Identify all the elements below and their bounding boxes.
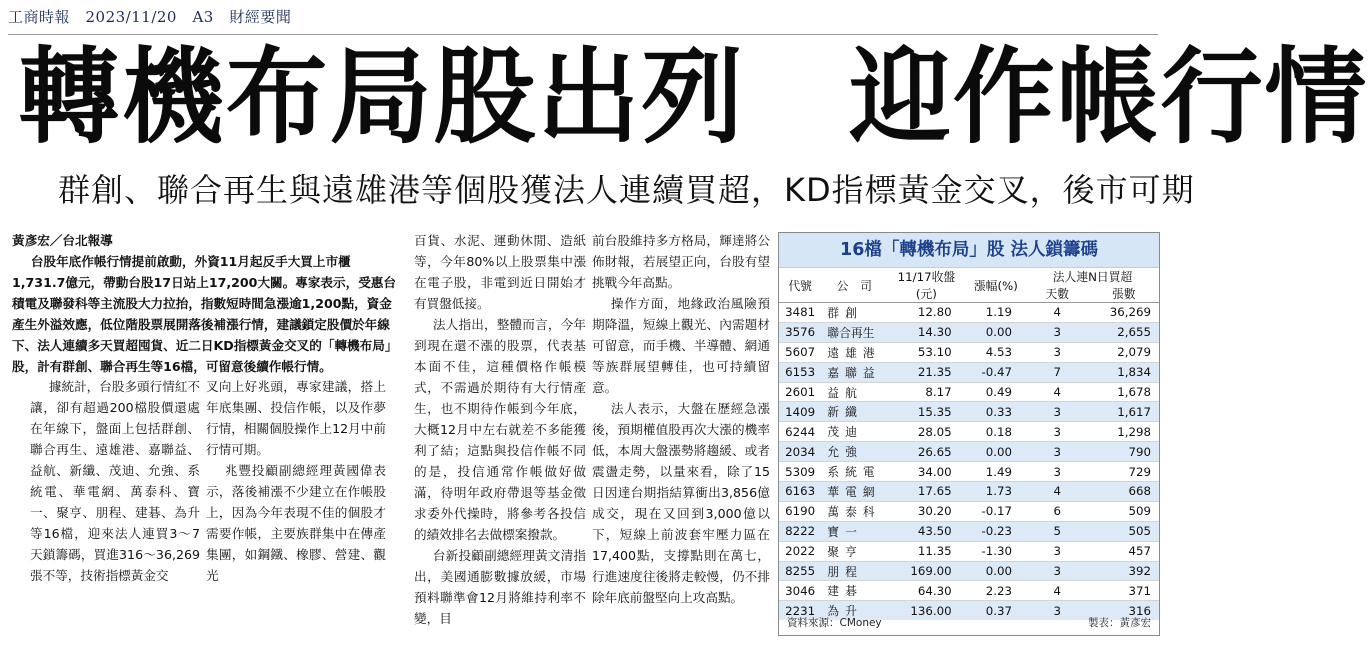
cell-price: 26.65 <box>887 442 966 462</box>
headline: 轉機布局股出列 迎作帳行情 <box>18 36 1368 158</box>
cell-name: 朋程 <box>821 561 887 581</box>
table-row <box>779 382 1159 402</box>
cell-change: 0.00 <box>966 442 1026 462</box>
cell-change: 0.33 <box>966 402 1026 422</box>
article-column-1 <box>30 376 201 583</box>
cell-volume: 1,678 <box>1088 382 1159 402</box>
cell-name: 為升 <box>821 601 887 620</box>
cell-code: 2022 <box>779 541 821 561</box>
cell-days: 6 <box>1026 501 1088 521</box>
article-column-4 <box>592 230 770 605</box>
header-code: 代號 <box>779 268 821 303</box>
header-price: 11/17收盤(元) <box>887 268 966 303</box>
table-row <box>779 501 1159 521</box>
cell-volume: 729 <box>1088 462 1159 482</box>
cell-name: 允強 <box>821 442 887 462</box>
cell-volume: 2,079 <box>1088 342 1159 362</box>
cell-code: 3576 <box>779 322 821 342</box>
cell-price: 34.00 <box>887 462 966 482</box>
cell-days: 4 <box>1026 382 1088 402</box>
table-row <box>779 442 1159 462</box>
stock-table-panel <box>778 232 1160 636</box>
cell-volume: 36,269 <box>1088 303 1159 323</box>
cell-name: 萬泰科 <box>821 501 887 521</box>
masthead-text: 工商時報 2023/11/20 A3 財經要聞 <box>8 8 292 26</box>
masthead <box>8 6 291 32</box>
cell-days: 5 <box>1026 521 1088 541</box>
article-paragraph: 台新投顧副總經理黃文清指出，美國通膨數據放緩，市場預料聯準會12月將維持利率不變，目 <box>414 548 586 626</box>
table-row <box>779 521 1159 541</box>
header-change: 漲幅(%) <box>966 268 1026 303</box>
cell-price: 14.30 <box>887 322 966 342</box>
cell-change: 0.37 <box>966 601 1026 620</box>
subhead: 群創、聯合再生與遠雄港等個股獲法人連續買超，KD指標黃金交叉，後市可期 <box>58 171 1195 209</box>
header-group: 法人連N日買超 <box>1052 270 1133 284</box>
cell-code: 8255 <box>779 561 821 581</box>
masthead-rule <box>8 34 1158 35</box>
cell-price: 17.65 <box>887 482 966 502</box>
cell-name: 華電網 <box>821 482 887 502</box>
cell-code: 2231 <box>779 601 821 620</box>
cell-days: 4 <box>1026 581 1088 601</box>
cell-days: 7 <box>1026 362 1088 382</box>
table-row <box>779 303 1159 323</box>
cell-price: 43.50 <box>887 521 966 541</box>
cell-price: 30.20 <box>887 501 966 521</box>
table-credit: 製表：黃彥宏 <box>1088 617 1151 629</box>
cell-code: 2601 <box>779 382 821 402</box>
header-volume: 張數 <box>1088 285 1159 303</box>
cell-change: 1.73 <box>966 482 1026 502</box>
cell-volume: 1,298 <box>1088 422 1159 442</box>
table-row <box>779 422 1159 442</box>
cell-change: -1.30 <box>966 541 1026 561</box>
cell-code: 6153 <box>779 362 821 382</box>
table-source: 資料來源：CMoney <box>787 617 882 629</box>
table-row <box>779 462 1159 482</box>
table-row <box>779 362 1159 382</box>
cell-days: 3 <box>1026 342 1088 362</box>
cell-change: 1.49 <box>966 462 1026 482</box>
cell-days: 3 <box>1026 462 1088 482</box>
article-column-2 <box>206 376 386 583</box>
table-row <box>779 342 1159 362</box>
cell-days: 3 <box>1026 422 1088 442</box>
cell-volume: 790 <box>1088 442 1159 462</box>
cell-change: -0.47 <box>966 362 1026 382</box>
cell-name: 系統電 <box>821 462 887 482</box>
article-paragraph: 操作方面，地緣政治風險預期降溫，短線上觀光、內需題材可留意，而手機、半導體、網通等族群展望轉佳，也可持續留意。 <box>592 296 770 395</box>
cell-code: 2034 <box>779 442 821 462</box>
cell-days: 3 <box>1026 402 1088 422</box>
table-body <box>779 303 1159 621</box>
cell-volume: 392 <box>1088 561 1159 581</box>
header-days: 天數 <box>1026 285 1088 303</box>
cell-change: 0.00 <box>966 561 1026 581</box>
article-paragraph: 據統計，台股多頭行情紅不讓，卻有超過200檔股價還處在年線下，盤面上包括群創、聯合再生、遠雄港、嘉聯益、益航、新纖、茂迪、允強、系統電、華電網、萬泰科、寶一、聚亨、朋程、建碁、為升等16檔，迎來法人連買3～7天鎖籌碼，買進316～36,269張不等，技術指標黃金交 <box>30 379 201 583</box>
cell-code: 3046 <box>779 581 821 601</box>
cell-price: 64.30 <box>887 581 966 601</box>
cell-code: 6163 <box>779 482 821 502</box>
cell-volume: 505 <box>1088 521 1159 541</box>
cell-volume: 668 <box>1088 482 1159 502</box>
article-paragraph: 兆豐投顧副總經理黃國偉表示，落後補漲不少建立在作帳股上，因為今年表現不佳的個股才需要作帳，主要族群集中在傳產集團，如鋼鐵、橡膠、營建、觀光 <box>206 463 386 583</box>
article-paragraph: 法人指出，整體而言，今年到現在還不漲的股票，代表基本面不佳，這種價格作帳模式，不需過於期待有大行情產生，也不期待作帳到今年底，大概12月中左右就差不多能獲利了結；這點與投信作帳不同的是，投信通常作帳做好做滿，待明年政府帶退等基金徵求委外代操時，將參考各投信的績效排名去做標案撥款。 <box>414 317 586 542</box>
byline: 黃彥宏／台北報導 <box>12 233 113 248</box>
cell-price: 28.05 <box>887 422 966 442</box>
cell-code: 5607 <box>779 342 821 362</box>
cell-name: 益航 <box>821 382 887 402</box>
cell-name: 遠雄港 <box>821 342 887 362</box>
cell-code: 1409 <box>779 402 821 422</box>
table-title: 16檔「轉機布局」股 法人鎖籌碼 <box>779 233 1159 268</box>
cell-code: 6244 <box>779 422 821 442</box>
cell-price: 15.35 <box>887 402 966 422</box>
cell-code: 8222 <box>779 521 821 541</box>
article-paragraph: 叉向上好兆頭，專家建議，搭上年底集團、投信作帳，以及作夢行情，相關個股操作上12月中前行情可期。 <box>206 379 386 457</box>
cell-name: 聯合再生 <box>821 322 887 342</box>
cell-days: 3 <box>1026 322 1088 342</box>
article-paragraph: 法人表示，大盤在歷經急漲後，預期權值股再次大漲的機率低，本周大盤漲勢將趨緩、或者震盪走勢，以量來看，除了15日因達台期指結算衝出3,856億成交，現在又回到3,000億以下，短線上前波套牢壓力區在17,400點，支撐點則在萬七，行進速度往後將走較慢，仍不排除年底前盤堅向上攻高點。 <box>592 401 770 605</box>
cell-price: 11.35 <box>887 541 966 561</box>
lead-text: 台股年底作帳行情提前啟動，外資11月起反手大買上市櫃1,731.7億元，帶動台股17日站上17,200大關。專家表示，受惠台積電及聯發科等主流股大力拉抬，指數短時間急漲逾1,200點，資金產生外溢效應，低位階股票展開落後補漲行情，建議鎖定股價於年線下、法人連續多天買超囤貨、近二日KD指標黃金交叉的「轉機布局」股，計有群創、聯合再生等16檔，可留意後續作帳行情。 <box>12 254 398 374</box>
cell-volume: 457 <box>1088 541 1159 561</box>
article-paragraph: 前台股維持多方格局，輝達將公佈財報，若展望正向，台股有望挑戰今年高點。 <box>592 233 770 290</box>
cell-name: 寶一 <box>821 521 887 541</box>
cell-change: -0.23 <box>966 521 1026 541</box>
table-row <box>779 541 1159 561</box>
cell-price: 136.00 <box>887 601 966 620</box>
cell-volume: 509 <box>1088 501 1159 521</box>
cell-code: 6190 <box>779 501 821 521</box>
cell-change: 1.19 <box>966 303 1026 323</box>
cell-price: 21.35 <box>887 362 966 382</box>
cell-price: 12.80 <box>887 303 966 323</box>
table-row <box>779 402 1159 422</box>
cell-price: 8.17 <box>887 382 966 402</box>
cell-name: 茂迪 <box>821 422 887 442</box>
cell-volume: 1,834 <box>1088 362 1159 382</box>
cell-price: 169.00 <box>887 561 966 581</box>
table-row <box>779 561 1159 581</box>
article-column-3 <box>414 230 586 626</box>
cell-code: 5309 <box>779 462 821 482</box>
cell-volume: 2,655 <box>1088 322 1159 342</box>
lead-paragraph <box>12 230 400 374</box>
cell-days: 4 <box>1026 482 1088 502</box>
cell-price: 53.10 <box>887 342 966 362</box>
cell-change: 0.18 <box>966 422 1026 442</box>
cell-code: 3481 <box>779 303 821 323</box>
cell-name: 嘉聯益 <box>821 362 887 382</box>
cell-change: 2.23 <box>966 581 1026 601</box>
header-name: 公 司 <box>821 268 887 303</box>
cell-volume: 316 <box>1088 601 1159 620</box>
cell-change: 0.00 <box>966 322 1026 342</box>
cell-name: 聚亨 <box>821 541 887 561</box>
table-row <box>779 581 1159 601</box>
cell-volume: 1,617 <box>1088 402 1159 422</box>
stock-table <box>779 268 1159 620</box>
cell-volume: 371 <box>1088 581 1159 601</box>
cell-days: 3 <box>1026 561 1088 581</box>
table-row <box>779 482 1159 502</box>
cell-days: 3 <box>1026 541 1088 561</box>
cell-change: 4.53 <box>966 342 1026 362</box>
cell-change: 0.49 <box>966 382 1026 402</box>
cell-change: -0.17 <box>966 501 1026 521</box>
cell-name: 新纖 <box>821 402 887 422</box>
cell-name: 群創 <box>821 303 887 323</box>
table-row <box>779 322 1159 342</box>
article-paragraph: 百貨、水泥、運動休閒、造紙等，今年80%以上股票集中漲在電子股，非電到近日開始才有買盤低接。 <box>414 233 586 311</box>
cell-days: 3 <box>1026 601 1088 620</box>
cell-name: 建碁 <box>821 581 887 601</box>
cell-days: 4 <box>1026 303 1088 323</box>
cell-days: 3 <box>1026 442 1088 462</box>
table-footer <box>787 615 1151 631</box>
